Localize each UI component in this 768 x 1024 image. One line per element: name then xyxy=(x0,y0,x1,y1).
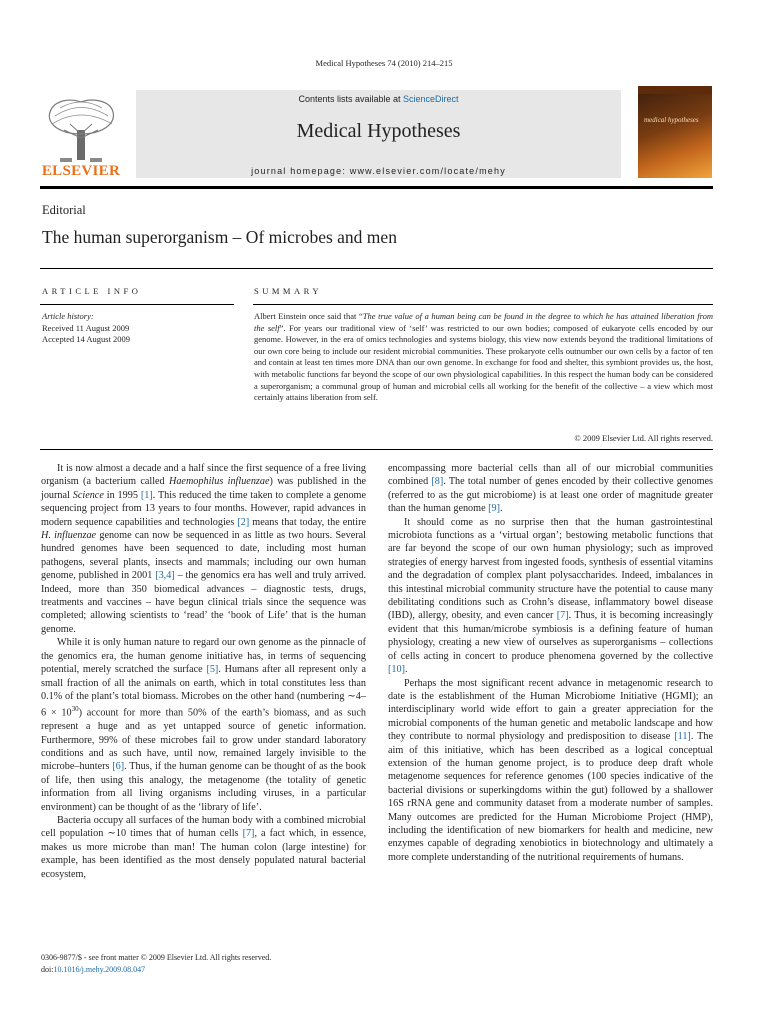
journal-citation: Medical Hypotheses 74 (2010) 214–215 xyxy=(315,58,453,68)
journal-title: Medical Hypotheses xyxy=(296,120,461,142)
history-label: Article history: xyxy=(42,311,94,321)
tree-icon xyxy=(40,94,122,164)
elsevier-wordmark: ELSEVIER xyxy=(41,163,121,179)
summary-rule xyxy=(253,304,713,305)
einstein-quote: The true value of a human being can be found in the degree to which he has attained liberation from the self xyxy=(254,311,713,333)
cover-stripe xyxy=(638,86,712,94)
info-rule xyxy=(40,304,234,305)
issn-line: 0306-9877/$ - see front matter © 2009 Elsevier Ltd. All rights reserved. xyxy=(41,953,272,962)
journal-cover-image xyxy=(638,86,712,178)
paragraph xyxy=(41,462,366,636)
paragraph xyxy=(41,636,366,814)
elsevier-logo xyxy=(40,94,122,180)
summary-part: ”. For years our traditional view of ‘self’ was restricted to our own bodies; composed of eukaryote cells encoded by our genome. However, in the era of omics technologies and systems biology, this view now extends beyond the traditional limitations of our own core being to include our resident microbial communities. These prokaryote cells outnumber our own cells by a factor of ten and contain at least ten times more DNA than our own genome. In exchange for food and shelter, this symbiont provides us, the host, with metabolic functions far beyond the scope of our own physiological capabilities. In this respect the human body can be considered a superorganism; a communal group of human and microbial cells all working for the benefit of the collective – a view which most certainly attains liberation from self. xyxy=(254,322,713,403)
paragraph xyxy=(388,462,713,516)
body-column-right xyxy=(388,462,713,864)
text: encompassing more bacterial cells than all of our microbial communities combined xyxy=(388,463,713,488)
text: It should come as no surprise then that the human gastrointestinal microbiota functions as a ‘virtual organ’; bestowing metabolic functions that are far beyond the scope of our own human physiology; such as improved strategies of energy harvest from ingested foods, synthesis of essential vitamins and the degradation of complex plant polysaccharides. Indeed, imbalances in this intestinal microbial community structure have the potential to cause many debilitating conditions such as Crohn’s disease, inflammatory bowel disease (IBD), allergy, obesity, and even cancer xyxy=(388,516,713,622)
text: . Thus, if the human genome can be thought of as the book of life, then using this analogy, the metagenome (the totality of genetic information from all living organisms including viruses, in a particular environment) can be thought of as the ‘library of life’. xyxy=(41,761,366,813)
summary-bottom-rule xyxy=(40,449,713,450)
text: Science xyxy=(72,489,104,501)
doi-label: doi: xyxy=(41,964,54,974)
sciencedirect-link[interactable]: ScienceDirect xyxy=(403,94,459,104)
text: ) was published in the journal xyxy=(41,476,366,501)
article-section: Editorial xyxy=(42,203,86,217)
article-title: The human superorganism – Of microbes and men xyxy=(42,227,397,247)
reference-link[interactable]: [10] xyxy=(388,664,405,676)
text: H. influenzae xyxy=(41,530,97,542)
text: . Humans after all represent only a small fraction of all the animals on earth, which in total constitutes less than 0.1% of the plant’s total biomass. Microbes on the other hand (numbering ∼4–6 × 10 xyxy=(41,664,367,719)
header-rule xyxy=(40,186,713,189)
text: . The total number of genes encoded by their collective genomes (referred to as the gut microbiome) is at least one order of magnitude greater than the human genome xyxy=(388,476,713,515)
doi-link[interactable]: 10.1016/j.mehy.2009.08.047 xyxy=(53,964,146,974)
text: ) account for more than 50% of the earth’s biomass, and as such represent a huge and as yet untapped source of genetic information. Furthermore, 99% of these microbes fail to grow under standard laboratory conditions and as such have, until now, remained largely invisible to the microbe–hunters xyxy=(41,707,366,773)
reference-link[interactable]: [8] xyxy=(431,476,444,488)
cover-title: medical hypotheses xyxy=(644,116,699,124)
text: Bacteria occupy all surfaces of the human body with a combined microbial cell population ∼10 times that of human cells xyxy=(41,814,366,840)
reference-link[interactable]: [11] xyxy=(674,731,691,743)
journal-homepage[interactable]: journal homepage: www.elsevier.com/locate/mehy xyxy=(251,166,506,176)
paragraph xyxy=(388,516,713,677)
summary-copyright: © 2009 Elsevier Ltd. All rights reserved. xyxy=(574,433,713,443)
text: means that today, the entire xyxy=(249,516,366,528)
summary-heading: SUMMARY xyxy=(254,286,322,296)
paragraph xyxy=(41,814,366,881)
text: in 1995 xyxy=(103,489,141,501)
text: . xyxy=(500,503,503,515)
superscript: 30 xyxy=(71,705,79,714)
summary-text xyxy=(254,311,713,404)
text: It is now almost a decade and a half since the first sequence of a free living organism (a bacterium called xyxy=(41,463,366,488)
accepted-date: Accepted 14 August 2009 xyxy=(42,334,131,344)
text: . Thus, it is becoming increasingly evident that this human/microbe symbiosis is a defining feature of human physiology, creating a new view of ourselves as superorganisms – collections of cells acting in concert to produce phenomena governed by the collective xyxy=(388,610,714,662)
reference-link[interactable]: [2] xyxy=(237,516,250,528)
text: – the genomics era has well and truly arrived. Indeed, more than 350 biomedical advances – diagnostic tests, drugs, treatments and vaccines – have begun clinical trials since the sequence was completed; allowing scientists to ‘read’ the ‘book of Life’ that is the human genome. xyxy=(41,570,367,635)
text: . The aim of this initiative, which has been described as a logical conceptual extension of the human genome project, is to produce deep draft whole metagenome sequences for reference genomes (100 species indicative of the bacterial divisions or superkingdoms within the gut) followed by a shallower 16S rRNA gene and community dataset from a moderate number of samples. Many outcomes are predicted for the Human Microbiome Project (HMP), including the identification of new biomarkers for health and medicine, new enzymes capable of degrading xenobiotics in biotechnology and ultimately a more complete understanding of the nutritional requirements of humans. xyxy=(388,731,713,863)
text: While it is only human nature to regard our own genome as the pinnacle of the genomics era, the human genome initiative has, in terms of sequencing potential, merely scratched the surface xyxy=(41,637,366,676)
reference-link[interactable]: [7] xyxy=(556,610,569,622)
article-info-heading: ARTICLE INFO xyxy=(42,286,142,296)
text: . This reduced the time taken to complete a genome sequencing project from 13 years to four months. However, rapid advances in modern sequence capabilities and technologies xyxy=(41,489,367,528)
body-column-left xyxy=(41,462,366,881)
paragraph xyxy=(388,677,713,865)
reference-link[interactable]: [9] xyxy=(488,503,501,515)
reference-link[interactable]: [7] xyxy=(242,828,255,840)
reference-link[interactable]: [6] xyxy=(112,761,125,773)
title-rule xyxy=(40,268,713,269)
summary-part: Albert Einstein once said that “ xyxy=(254,311,363,321)
text: genome can now be sequenced in as little as two hours. Several hundred genomes have been sequenced to date, including most human pathogens, several plants, insects and mammals; including our own human genome, published in 2001 xyxy=(41,530,366,582)
contents-prefix: Contents lists available at xyxy=(298,94,404,104)
contents-line xyxy=(136,94,621,104)
text: , a fact which, in essence, makes us more microbe than man! The human colon (large intestine) for example, has been identified as the most densely populated natural bacterial ecosystem, xyxy=(41,828,367,880)
reference-link[interactable]: [3,4] xyxy=(155,570,175,582)
received-date: Received 11 August 2009 xyxy=(42,322,130,333)
page-footer xyxy=(41,952,271,975)
text: Perhaps the most significant recent advance in metagenomic research to date is the establishment of the Human Microbiome Initiative (HGMI); an interdisciplinary world wide effort to gain a greater appreciation for the microbial components of the human genetic and metabolic landscape and how they contribute to normal physiology and predisposition to disease xyxy=(388,677,713,743)
text: Haemophilus influenzae xyxy=(168,476,270,488)
reference-link[interactable]: [5] xyxy=(206,664,219,676)
reference-link[interactable]: [1] xyxy=(140,489,153,501)
text: . xyxy=(404,664,408,676)
article-history xyxy=(42,311,130,346)
